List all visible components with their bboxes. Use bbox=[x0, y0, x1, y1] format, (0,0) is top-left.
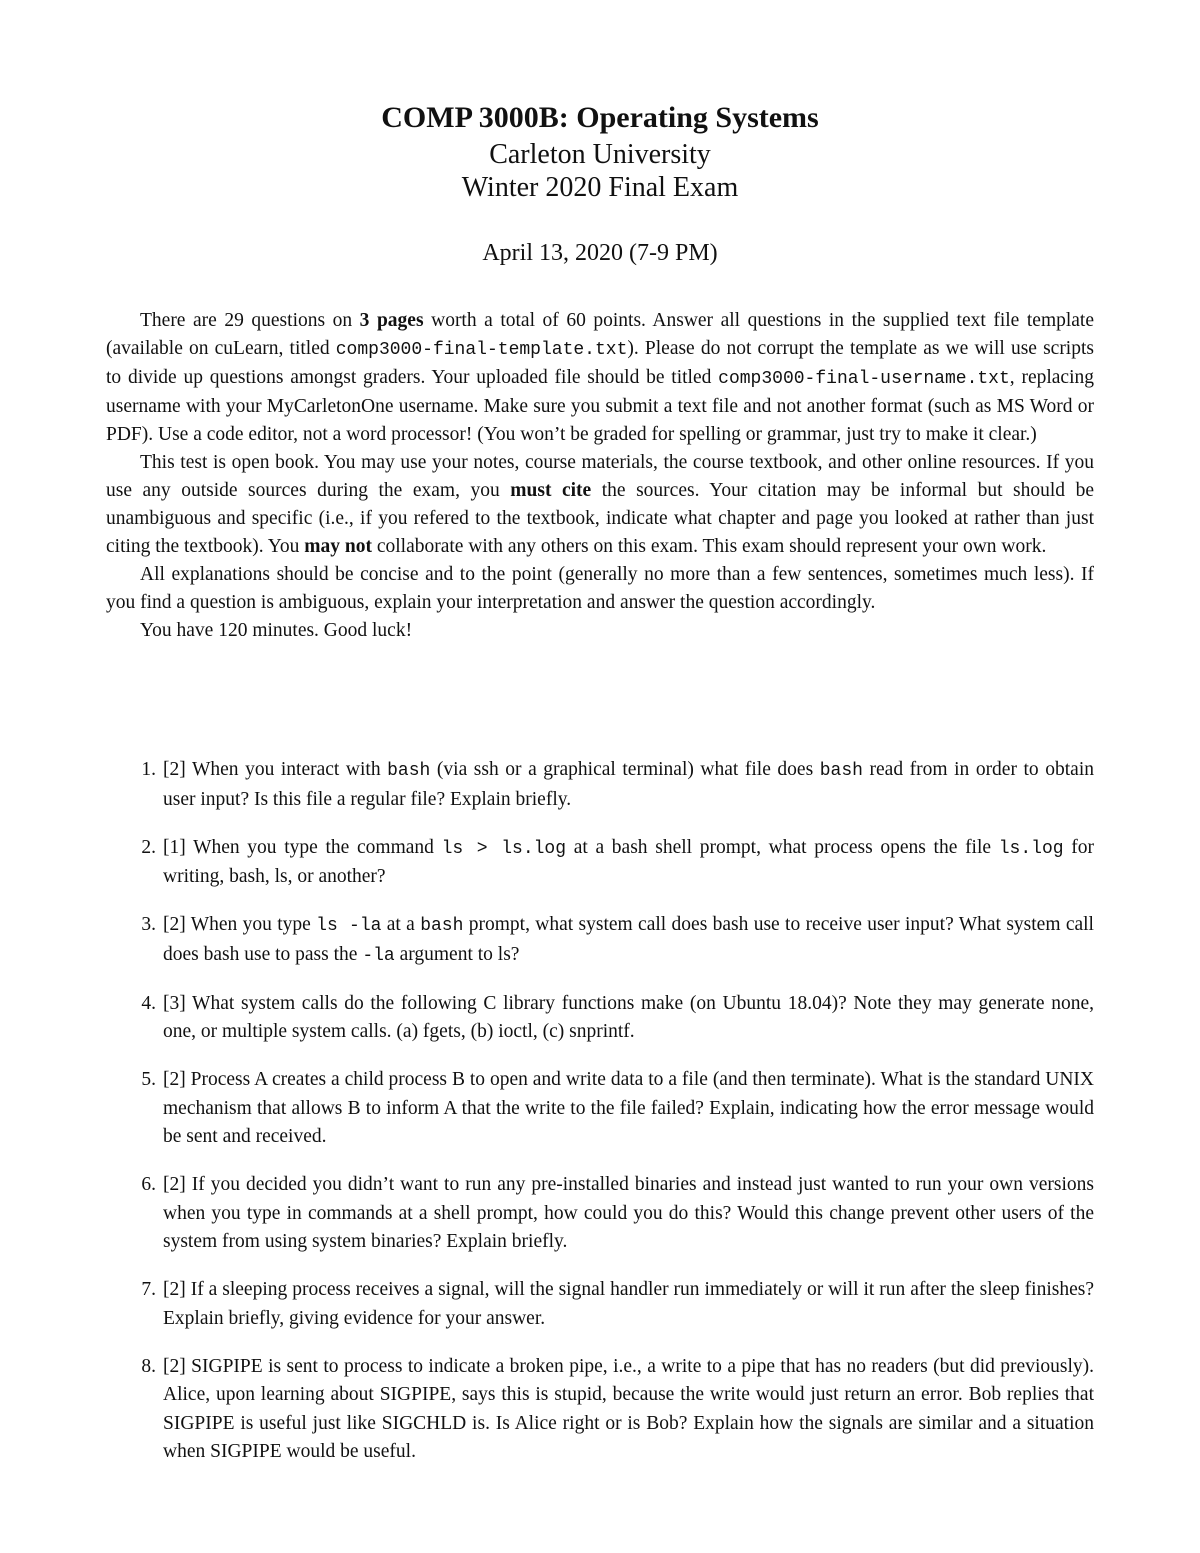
upload-filename: comp3000-final-username.txt bbox=[718, 369, 1010, 389]
inline-code: -la bbox=[362, 945, 395, 966]
text-run: [2] When you type bbox=[163, 914, 317, 935]
question-item bbox=[106, 990, 1094, 1047]
question-text bbox=[163, 990, 1094, 1047]
text-run: read from in order to obtain user input? Is this file a regular file? Explain briefly. bbox=[163, 759, 1094, 810]
text-run: This test is open book. You may use your notes, course materials, the course textbook, and other online resources. If you use any outside sources during the exam, you bbox=[106, 452, 1094, 501]
text-run: [2] SIGPIPE is sent to process to indicate a broken pipe, i.e., a write to a pipe that has no readers (but did previously). Alice, upon learning about SIGPIPE, says this is stupid, because the write would just return an error. Bob replies that SIGPIPE is useful just like SIGCHLD is. Is Alice right or is Bob? Explain how the signals are similar and a situation when SIGPIPE would be useful. bbox=[163, 1355, 1094, 1462]
text-run: [2] Process A creates a child process B to open and write data to a file (and then terminate). What is the standard UNIX mechanism that allows B to inform A that the write to the file failed? Explain, indicating how the error message would be sent and received. bbox=[163, 1069, 1094, 1147]
inline-code: bash bbox=[420, 916, 464, 936]
question-item bbox=[106, 1171, 1094, 1257]
explanations-paragraph: All explanations should be concise and to the point (generally no more than a few sentences, sometimes much less). If you find a question is ambiguous, explain your interpretation and answer the question accordingly. bbox=[106, 564, 1094, 613]
question-number bbox=[106, 911, 163, 970]
question-text bbox=[163, 1276, 1094, 1333]
question-text bbox=[163, 1353, 1094, 1467]
question-item bbox=[106, 834, 1094, 892]
question-item bbox=[106, 1353, 1094, 1467]
question-number bbox=[106, 1353, 163, 1467]
question-number bbox=[106, 1171, 163, 1257]
question-text bbox=[163, 756, 1094, 814]
text-run: worth a total of 60 points. Answer all questions in the supplied text file template (available on cuLearn, titled bbox=[106, 310, 1095, 359]
institution: Carleton University bbox=[489, 139, 711, 170]
bold-text: 3 pages bbox=[359, 310, 424, 331]
bold-text: must cite bbox=[510, 480, 592, 501]
text-run: [2] If a sleeping process receives a signal, will the signal handler run immediately or will it run after the sleep finishes? Explain briefly, giving evidence for your answer. bbox=[163, 1279, 1094, 1329]
text-run: There are 29 questions on bbox=[140, 310, 360, 331]
text-run: (via ssh or a graphical terminal) what file does bbox=[430, 759, 820, 780]
question-number-label: 8. bbox=[141, 1355, 156, 1377]
question-text bbox=[163, 911, 1094, 970]
question-number bbox=[106, 834, 163, 892]
question-item bbox=[106, 756, 1094, 814]
question-number bbox=[106, 756, 163, 814]
time-paragraph: You have 120 minutes. Good luck! bbox=[140, 620, 413, 641]
exam-date: April 13, 2020 (7-9 PM) bbox=[482, 240, 718, 266]
text-run: [2] If you decided you didn’t want to run any pre-installed binaries and instead just wanted to run your own versions when you type in commands at a shell prompt, how could you do this? Would this change prevent other users of the system from using system binaries? Explain briefly. bbox=[163, 1174, 1094, 1252]
instructions-paragraph bbox=[106, 307, 1094, 449]
exam-name: Winter 2020 Final Exam bbox=[461, 172, 739, 203]
inline-code: bash bbox=[387, 761, 431, 781]
text-run: [2] When you interact with bbox=[163, 759, 388, 780]
text-run: collaborate with any others on this exam. This exam should represent your own work. bbox=[371, 536, 1047, 557]
text-run: [1] When you type the command bbox=[163, 836, 442, 858]
text-run: argument to ls? bbox=[394, 943, 520, 965]
question-item bbox=[106, 1276, 1094, 1333]
question-number-label: 4. bbox=[141, 992, 156, 1014]
question-number bbox=[106, 1066, 163, 1152]
template-filename: comp3000-final-template.txt bbox=[335, 340, 628, 360]
question-number-label: 3. bbox=[141, 914, 156, 935]
text-run: at a bbox=[381, 914, 421, 935]
instructions bbox=[106, 307, 1094, 645]
text-run: [3] What system calls do the following C library functions make (on Ubuntu 18.04)? Note they may generate none, one, or multiple system calls. (a) fgets, (b) ioctl, (c) snprintf. bbox=[163, 992, 1094, 1042]
exam-header bbox=[0, 98, 1200, 268]
text-run: prompt, what system call does bash use to receive user input? What system call does bash use to pass the bbox=[163, 914, 1094, 965]
text-run: for writing, bash, ls, or another? bbox=[163, 836, 1094, 887]
question-number-label: 7. bbox=[141, 1279, 156, 1300]
question-number-label: 2. bbox=[141, 836, 156, 858]
text-run: , replacing username with your MyCarletonOne username. Make sure you submit a text file and not another format (such as MS Word or PDF). Use a code editor, not a word processor! (You won’t be graded for spelling or grammar, just try to make it clear.) bbox=[106, 367, 1094, 445]
question-item bbox=[106, 1066, 1094, 1152]
question-text bbox=[163, 1171, 1094, 1257]
question-item bbox=[106, 911, 1094, 970]
bold-text: may not bbox=[304, 536, 372, 557]
text-run: ). Please do not corrupt the template as we will use scripts to divide up questions amongst graders. Your uploaded file should be titled bbox=[106, 338, 1094, 388]
question-number bbox=[106, 990, 163, 1047]
inline-code: bash bbox=[819, 761, 863, 781]
question-text bbox=[163, 1066, 1094, 1152]
inline-code: ls.log bbox=[998, 838, 1064, 859]
course-title: COMP 3000B: Operating Systems bbox=[381, 101, 819, 134]
inline-code: ls > ls.log bbox=[441, 838, 567, 859]
question-list bbox=[106, 756, 1094, 1486]
text-run: at a bash shell prompt, what process opens the file bbox=[566, 836, 999, 858]
question-text bbox=[163, 834, 1094, 892]
question-number-label: 5. bbox=[141, 1069, 156, 1090]
question-number-label: 1. bbox=[141, 759, 156, 780]
question-number bbox=[106, 1276, 163, 1333]
inline-code: ls -la bbox=[316, 916, 382, 936]
text-run: the sources. Your citation may be informal but should be unambiguous and specific (i.e., if you refered to the textbook, indicate what chapter and page you looked at rather than just citing the textbook). You bbox=[106, 480, 1094, 557]
question-number-label: 6. bbox=[141, 1174, 156, 1195]
open-book-paragraph bbox=[106, 449, 1094, 561]
